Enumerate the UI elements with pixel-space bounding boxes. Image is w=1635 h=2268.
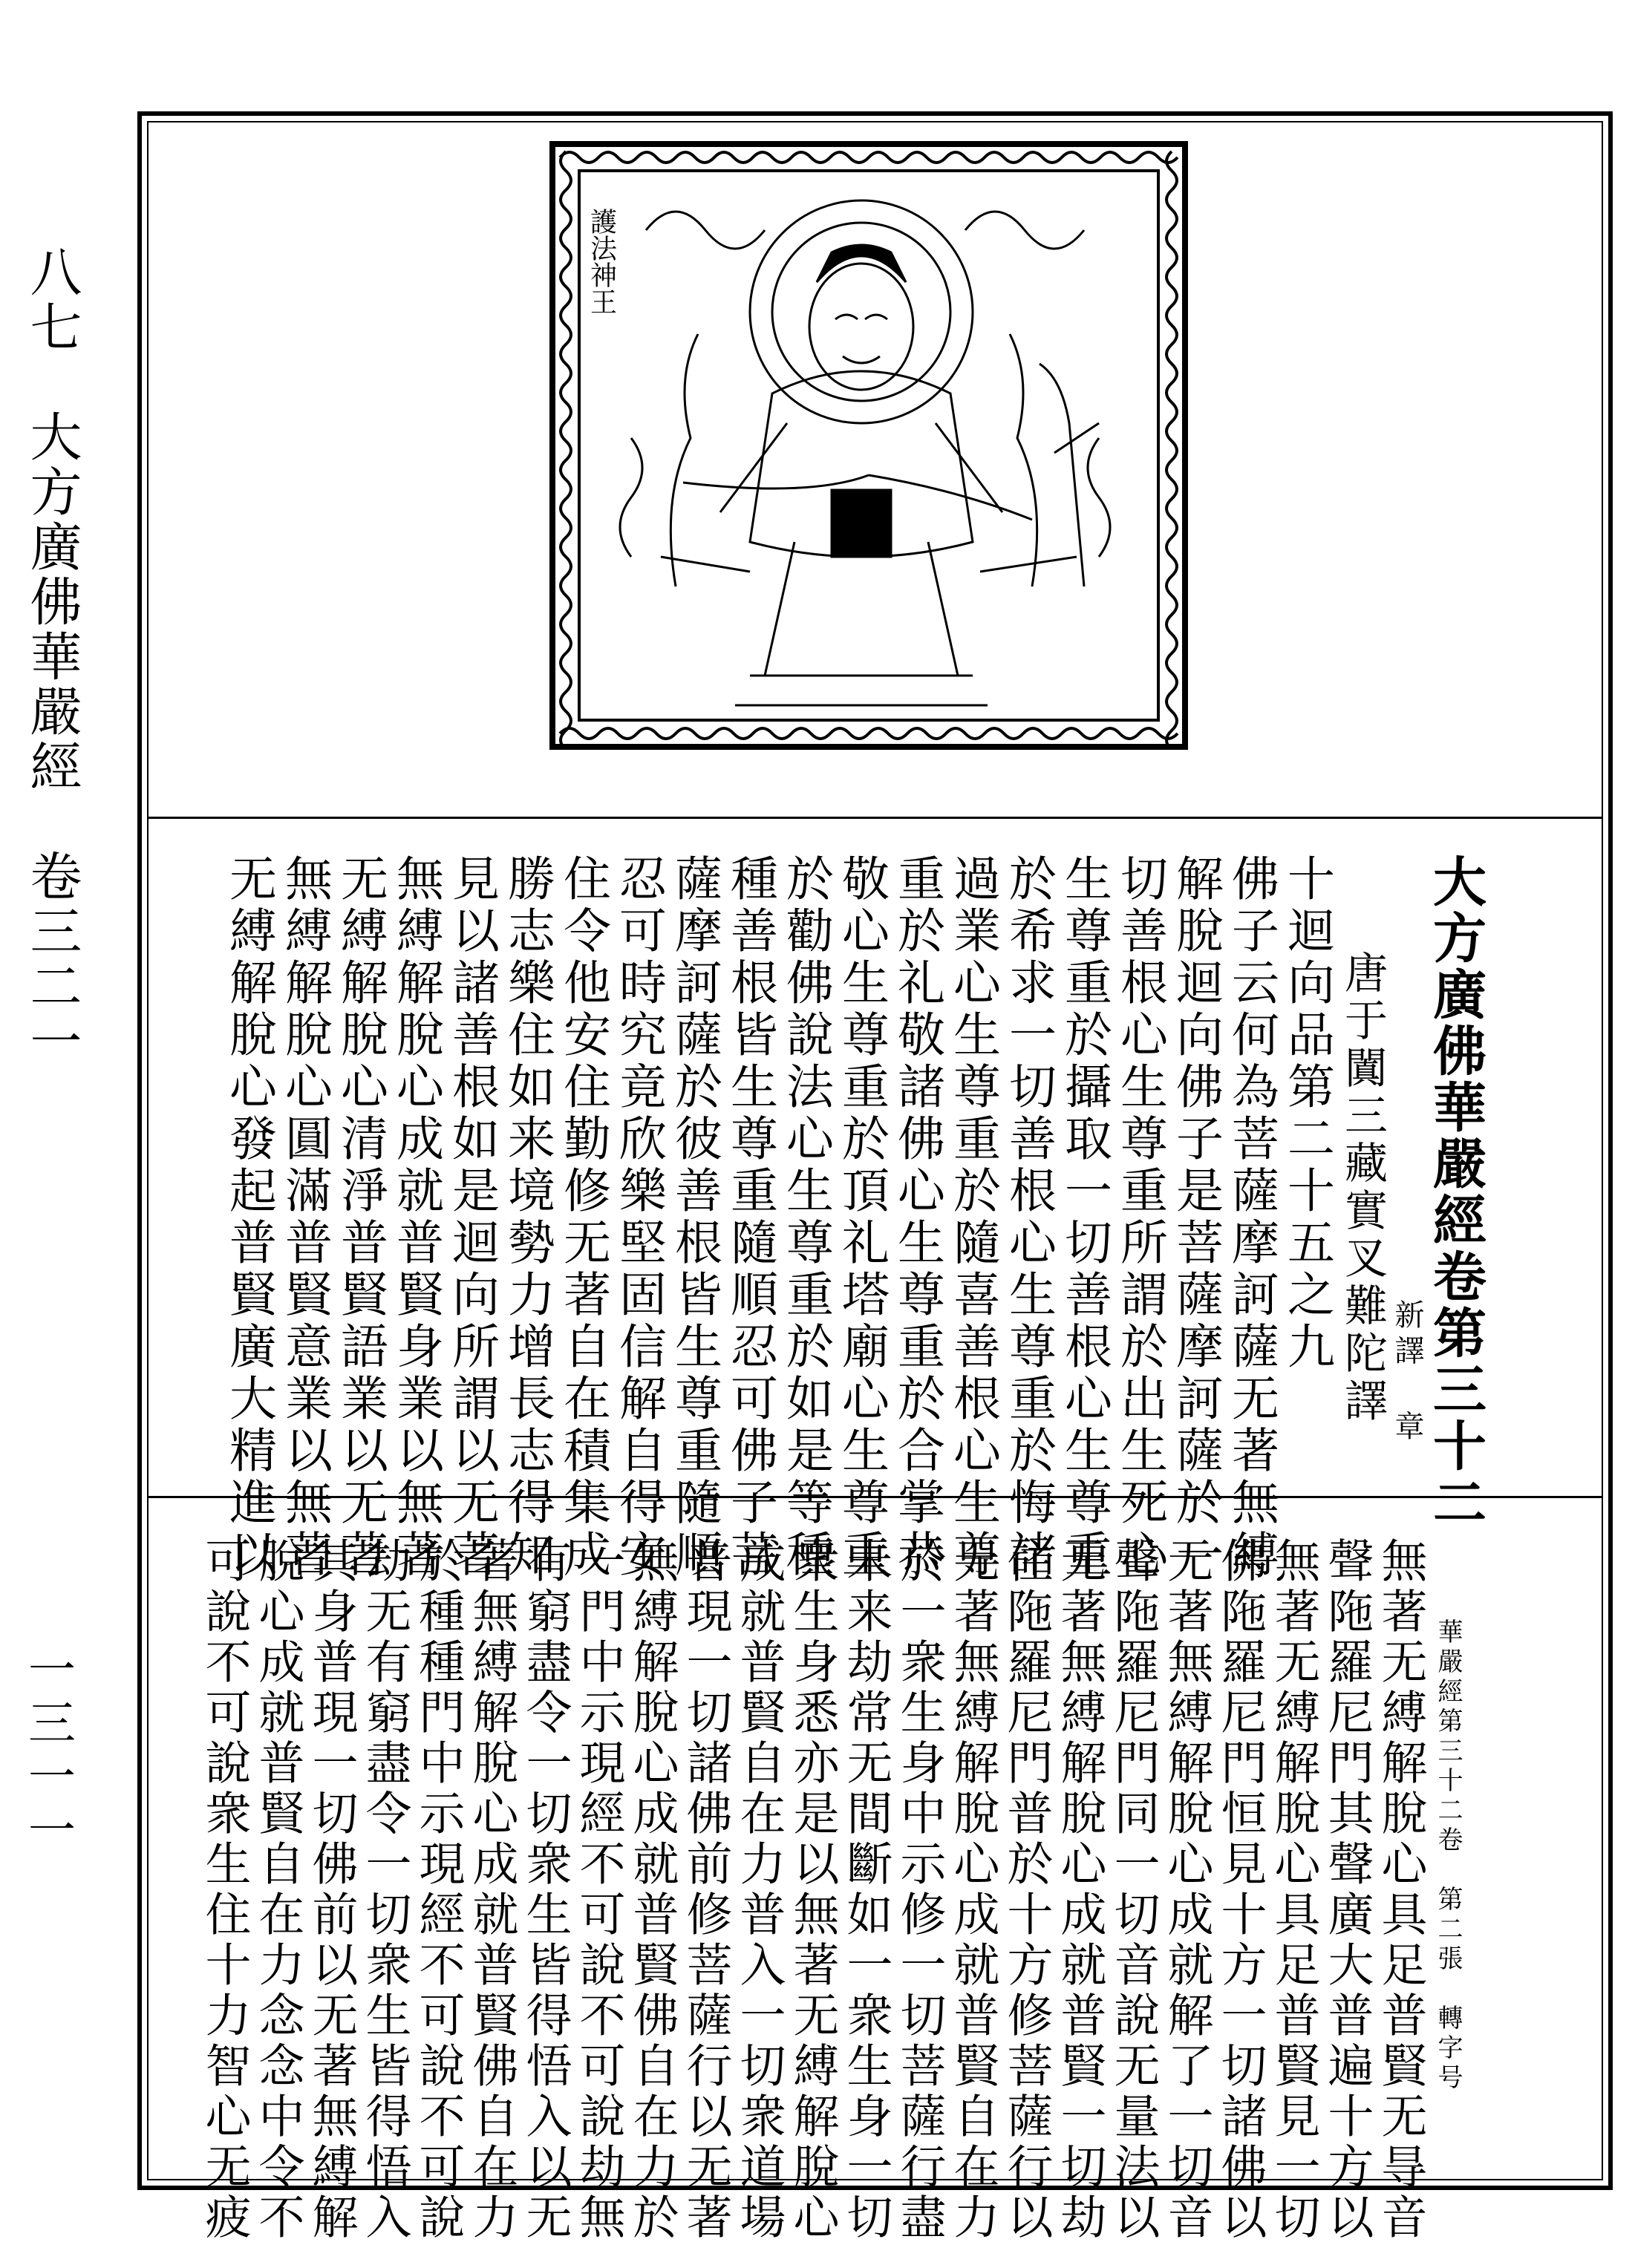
guardian-deity-illustration xyxy=(549,141,1188,750)
text-line: 无著無縛解脫心成就普賢一切劫 xyxy=(1053,1537,1107,2244)
text-line: 生尊重於攝取一切善根心生尊重 xyxy=(1057,854,1112,1581)
text-line: 無著无縛解脫心具足普賢无㝵音 xyxy=(1374,1537,1428,2244)
text-line: 无著無縛解脫心成就解了一切音 xyxy=(1160,1537,1214,2244)
divider-top xyxy=(147,817,1603,819)
chapter-mark: 章 xyxy=(1390,1411,1424,1446)
text-line: 聲陁羅尼門其聲廣大普遍十方以 xyxy=(1320,1537,1374,2244)
text-line: 無縛解脫心成就普賢佛自在力於 xyxy=(625,1537,679,2244)
text-line: 一門中示現經不可說不可說劫無 xyxy=(572,1537,626,2244)
text-line: 佛陁羅尼門恒見十方一切諸佛以 xyxy=(1213,1537,1267,2244)
text-line: 聲陁羅尼門同一切音說无量法以 xyxy=(1106,1537,1161,2244)
translator-line: 唐于闐三藏實叉難陀譯 xyxy=(1337,950,1388,1425)
chapter-heading: 十迴向品第二十五之九 xyxy=(1279,854,1334,1373)
text-line: 薩摩訶薩於彼善根皆生尊重隨順 xyxy=(667,854,722,1581)
text-line: 無著无縛解脫心具足普賢見一切 xyxy=(1267,1537,1321,2244)
text-line: 敬心生尊重於頂礼塔廟心生尊重 xyxy=(834,854,889,1581)
text-line: 普現一切諸佛前修菩薩行以无著 xyxy=(679,1537,733,2244)
text-line: 脫心成就普賢自在力念念中令不 xyxy=(251,1537,305,2244)
text-line: 无著無縛解脫心成就普賢自在力 xyxy=(946,1537,1000,2244)
text-line: 切善根心生尊重所謂於出生死心 xyxy=(1112,854,1167,1581)
text-line: 住令他安住勤修无著自在積集成 xyxy=(555,854,610,1581)
text-line: 於一衆生身中示修一切菩薩行盡 xyxy=(892,1537,947,2244)
text-line: 可說不可說衆生住十力智心无疲 xyxy=(198,1537,252,2244)
text-line: 解脫迴向佛子是菩薩摩訶薩於一 xyxy=(1168,854,1223,1581)
new-translation-mark: 新譯 xyxy=(1390,1299,1424,1370)
block-margin-note: 華嚴經第三十二卷 第二張 轉字号 xyxy=(1433,1618,1463,2094)
text-line: 於勸佛說法心生尊重於如是等種 xyxy=(778,854,833,1581)
text-line: 忍可時究竟欣樂堅固信解自得安 xyxy=(611,854,666,1581)
text-line: 未来劫常无間斷如一衆生身一切 xyxy=(839,1537,893,2244)
text-line: 无縛解脫心清淨普賢語業以无著 xyxy=(333,854,388,1581)
text-line: 著無縛解脫心成就普賢佛自在力 xyxy=(465,1537,519,2244)
text-line: 見以諸善根如是迴向所謂以无著 xyxy=(444,854,499,1581)
text-line: 住陁羅尼門普於十方修菩薩行以 xyxy=(999,1537,1054,2244)
text-line: 佛子云何為菩薩摩訶薩无著無縛 xyxy=(1224,854,1279,1581)
text-line: 劫无有窮盡令一切衆生皆得悟入 xyxy=(358,1537,412,2244)
text-line: 勝志樂住如来境勢力增長志得知 xyxy=(500,854,555,1581)
text-line: 成就普賢自在力普入一切衆道場 xyxy=(732,1537,786,2244)
text-line: 於希求一切善根心生尊重於悔諸 xyxy=(1001,854,1056,1581)
illustration-label: 護法神王 xyxy=(586,208,617,315)
text-line: 无縛解脫心發起普賢廣大精進以 xyxy=(221,854,276,1581)
text-line: 無縛解脫心成就普賢身業以無著 xyxy=(388,854,443,1581)
text-line: 種善根皆生尊重隨順忍可佛子菩 xyxy=(722,854,777,1581)
text-line: 重於礼敬諸佛心生尊重於合掌恭 xyxy=(890,854,944,1581)
text-line: 無縛解脫心圓滿普賢意業以無著 xyxy=(277,854,332,1581)
text-line: 有窮盡令一切衆生皆得悟入以无 xyxy=(518,1537,572,2244)
margin-header: 八七 大方廣佛華嚴經 卷三二一 xyxy=(22,245,82,1069)
text-line: 於種種門中示現經不可說不可說 xyxy=(411,1537,466,2244)
sutra-title: 大方廣佛華嚴經卷第三十二 xyxy=(1424,854,1487,1531)
text-line: 其身普現一切佛前以无著無縛解 xyxy=(304,1537,359,2244)
text-line: 過業心生尊重於隨喜善根心生尊 xyxy=(945,854,1000,1581)
page-number: 一三一一 xyxy=(20,1644,75,1858)
text-line: 衆生身悉亦是以無著无縛解脫心 xyxy=(786,1537,840,2244)
